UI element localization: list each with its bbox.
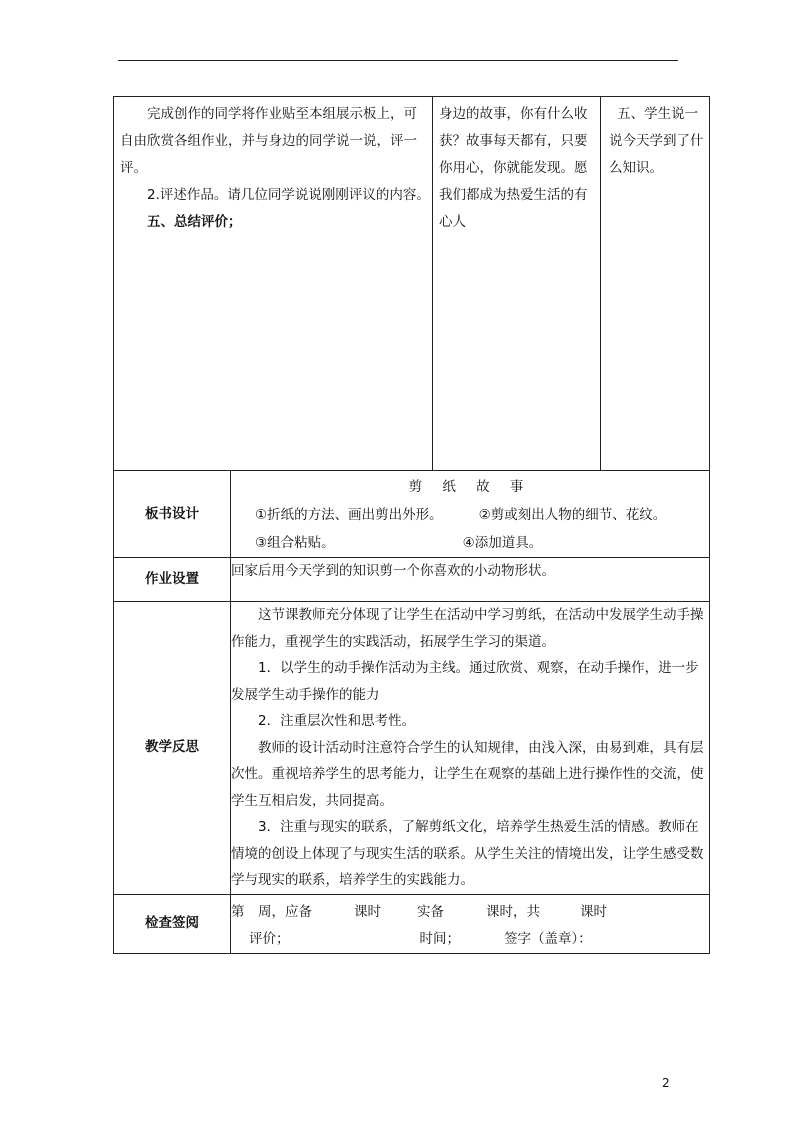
reflection-paragraph: 这节课教师充分体现了让学生在活动中学习剪纸，在活动中发展学生动手操作能力，重视学生的实践活动，拓展学生学习的渠道。: [231, 607, 704, 650]
activity-paragraph: 完成创作的同学将作业贴至本组展示板上，可自由欣赏各组作业，并与身边的同学说一说，评一评。: [120, 106, 417, 176]
story-text: 身边的故事，你有什么收获？故事每天都有，只要你用心，你就能发现。愿我们都成为热爱生活的有心人: [439, 106, 588, 230]
board-title: 剪 纸 故 事: [408, 479, 532, 495]
homework-row: [114, 558, 710, 602]
check-line: [231, 899, 709, 926]
reflection-cell: [231, 602, 710, 895]
board-design-cell: [231, 471, 710, 558]
reflection-paragraph: 1．以学生的动手操作活动为主线。通过欣赏、观察，在动手操作，进一步发展学生动手操作的能力: [231, 660, 699, 703]
student-activity-cell: [601, 97, 710, 471]
board-design-label: 板书设计: [114, 471, 231, 558]
board-line: [231, 529, 709, 557]
story-cell: [433, 97, 601, 471]
check-row: [114, 894, 710, 953]
board-item: ①折纸的方法、画出剪出外形。: [255, 507, 443, 523]
header-rule: [118, 60, 678, 61]
board-line: [231, 501, 709, 529]
teacher-activity-cell: [114, 97, 433, 471]
reflection-label: 教学反思: [114, 602, 231, 895]
reflection-row: [114, 602, 710, 895]
student-activity-text: 五、学生说一说今天学到了什么知识。: [609, 106, 704, 176]
check-hours: 课时: [580, 903, 607, 920]
activity-row: [114, 97, 710, 471]
check-cell: [231, 894, 710, 953]
check-prepared: 实备: [417, 903, 444, 920]
homework-text: 回家后用今天学到的知识剪一个你喜欢的小动物形状。: [231, 558, 710, 602]
reflection-paragraph: 教师的设计活动时注意符合学生的认知规律，由浅入深，由易到难，具有层次性。重视培养学生的思考能力，让学生在观察的基础上进行操作性的交流，使学生互相启发，共同提高。: [231, 739, 704, 809]
check-line: [231, 926, 709, 953]
check-label: 检查签阅: [114, 894, 231, 953]
check-week: 第 周，应备: [231, 903, 312, 920]
page-number: 2: [662, 1076, 670, 1090]
activity-paragraph: 2.评述作品。请几位同学说说刚刚评议的内容。: [147, 187, 430, 203]
check-evaluation: 评价；: [249, 930, 290, 947]
check-hours: 课时，共: [486, 903, 540, 920]
check-time: 时间；: [419, 930, 460, 947]
reflection-paragraph: 2．注重层次性和思考性。: [258, 713, 416, 729]
homework-label: 作业设置: [114, 558, 231, 602]
board-design-row: [114, 471, 710, 558]
board-item: ③组合粘贴。: [255, 535, 335, 551]
check-hours: 课时: [354, 903, 381, 920]
check-signature: 签字（盖章）：: [504, 930, 592, 947]
reflection-paragraph: 3．注重与现实的联系，了解剪纸文化，培养学生热爱生活的情感。教师在情境的创设上体现了与现实生活的联系。从学生关注的情境出发，让学生感受数学与现实的联系，培养学生的实践能力。: [231, 819, 704, 888]
lesson-plan-table: [113, 96, 710, 954]
board-item: ④添加道具。: [462, 535, 543, 551]
board-item: ②剪或刻出人物的细节、花纹。: [478, 507, 667, 523]
summary-heading: 五、总结评价；: [147, 214, 242, 230]
